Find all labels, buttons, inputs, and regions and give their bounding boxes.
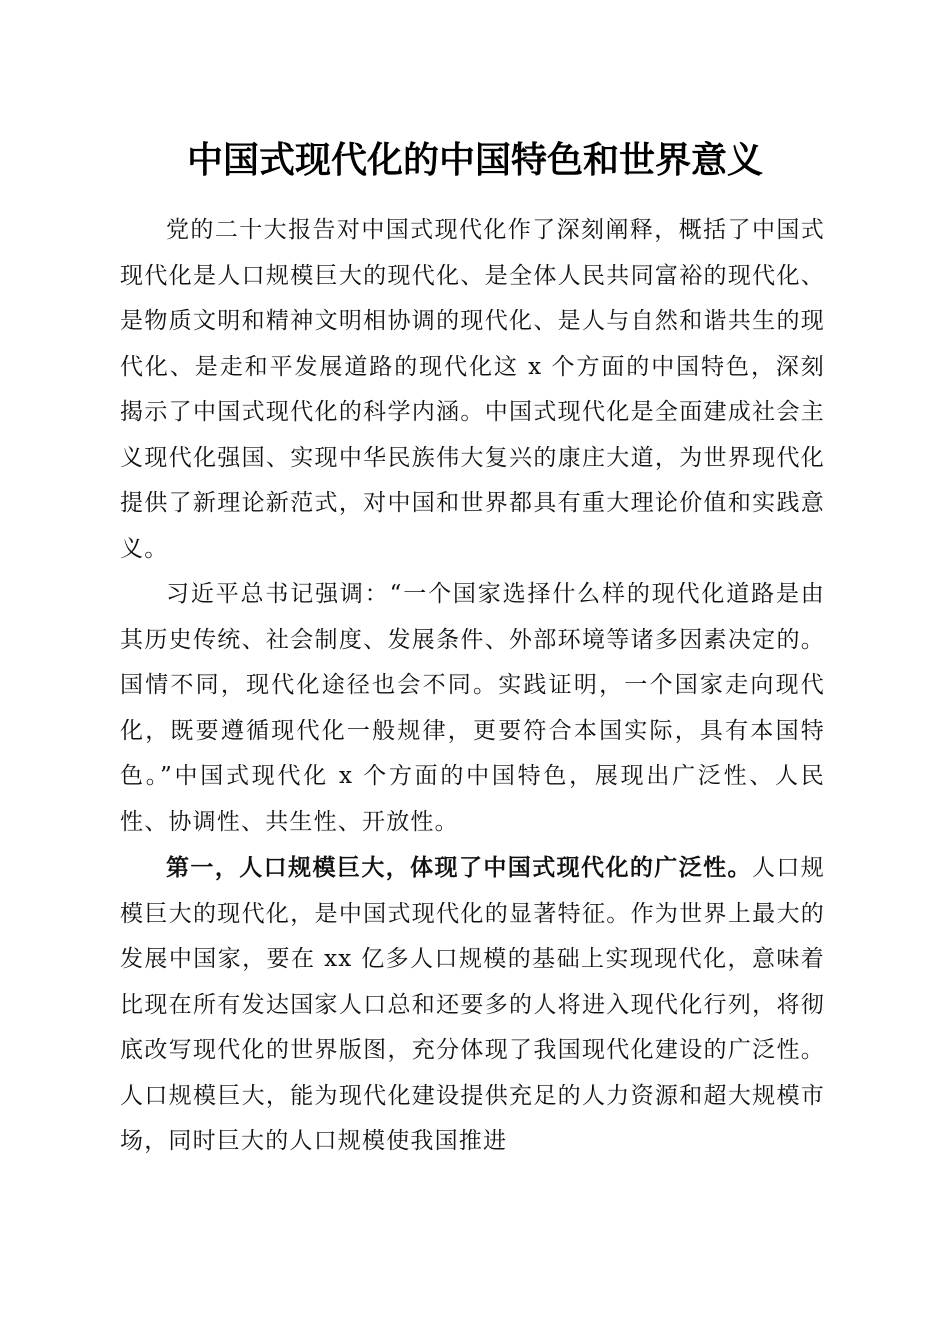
document-body bbox=[120, 208, 825, 1165]
paragraph-3 bbox=[120, 845, 825, 1165]
paragraph-3-lead: 第一，人口规模巨大，体现了中国式现代化的广泛性。 bbox=[166, 854, 752, 881]
paragraph-2 bbox=[120, 572, 825, 845]
paragraph-1 bbox=[120, 208, 825, 572]
paragraph-1-text: 党的二十大报告对中国式现代化作了深刻阐释，概括了中国式现代化是人口规模巨大的现代化、是全体人民共同富裕的现代化、是物质文明和精神文明相协调的现代化、是人与自然和谐共生的现代化、是走和平发展道路的现代化这 x 个方面的中国特色，深刻揭示了中国式现代化的科学内涵。中国式现代化是全面建成社会主义现代化强国、实现中华民族伟大复兴的康庄大道，为世界现代化提供了新理论新范式，对中国和世界都具有重大理论价值和实践意义。 bbox=[120, 217, 825, 562]
paragraph-3-text: 人口规模巨大的现代化，是中国式现代化的显著特征。作为世界上最大的发展中国家，要在 xx 亿多人口规模的基础上实现现代化，意味着比现在所有发达国家人口总和还要多的人将进入现代化行列，将彻底改写现代化的世界版图，充分体现了我国现代化建设的广泛性。人口规模巨大，能为现代化建设提供充足的人力资源和超大规模市场，同时巨大的人口规模使我国推进 bbox=[120, 855, 825, 1154]
document-title: 中国式现代化的中国特色和世界意义 bbox=[186, 139, 763, 181]
paragraph-2-text: 习近平总书记强调：“一个国家选择什么样的现代化道路是由其历史传统、社会制度、发展条件、外部环境等诸多因素决定的。国情不同，现代化途径也会不同。实践证明，一个国家走向现代化，既要遵循现代化一般规律，更要符合本国实际，具有本国特色。”中国式现代化 x 个方面的中国特色，展现出广泛性、人民性、协调性、共生性、开放性。 bbox=[120, 581, 825, 835]
